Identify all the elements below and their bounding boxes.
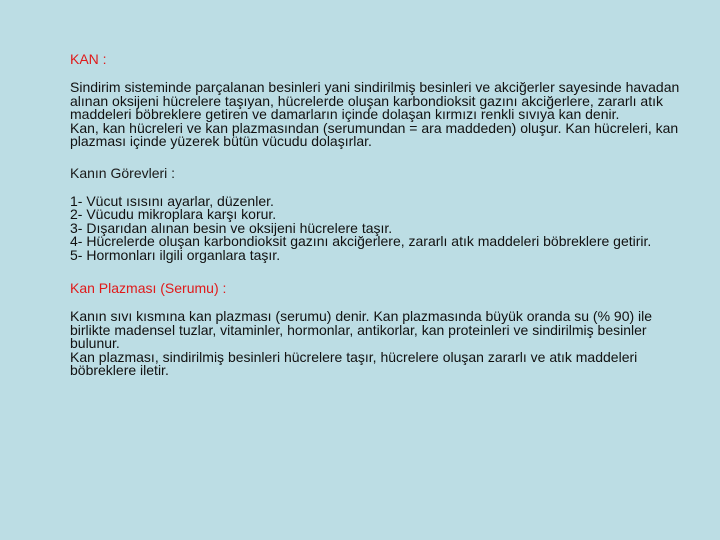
- spacer: [70, 149, 680, 164]
- list-item: 3- Dışarıdan alınan besin ve oksijeni hücrelere taşır.: [70, 219, 393, 236]
- kan-composition-paragraph: Kan, kan hücreleri ve kan plazmasından (serumundan = ara maddeden) oluşur. Kan hücreleri, kan plazması içinde yüzerek bütün vücudu dolaşırlar.: [70, 119, 679, 149]
- heading-kan-plazmasi: Kan Plazması (Serumu) :: [70, 280, 227, 296]
- list-item: 2- Vücudu mikroplara karşı korur.: [70, 206, 277, 222]
- plazma-function-paragraph: Kan plazması, sindirilmiş besinleri hücrelere taşır, hücrelere oluşan zararlı ve atık maddeleri böbreklere iletir.: [70, 348, 638, 378]
- spacer: [70, 262, 680, 279]
- list-item: 4- Hücrelerde oluşan karbondioksit gazını akciğerlere, zararlı atık maddeleri böbreklere getirir.: [70, 233, 652, 249]
- kan-definition-paragraph: Sindirim sisteminde parçalanan besinleri yani sindirilmiş besinleri ve akciğerler sayesinde havadan alınan oksijeni hücrelere taşıyan, hücrelerde oluşan karbondioksit gazını akciğerlere, zararlı atık maddeleri böbreklere getiren ve damarların içinde dolaşan kırmızı renkli sıvıya kan denir.: [70, 79, 680, 122]
- slide-content: [70, 50, 680, 378]
- plazma-definition-paragraph: Kanın sıvı kısmına kan plazması (serumu) denir. Kan plazmasında büyük oranda su (% 90) ile birlikte madensel tuzlar, vitaminler, hormonlar, antikorlar, kan proteinleri ve sindirilmiş besinler bulunur.: [70, 308, 653, 351]
- functions-list: [70, 192, 680, 263]
- list-item: 5- Hormonları ilgili organlara taşır.: [70, 246, 281, 263]
- heading-kanin-gorevleri: Kanın Görevleri :: [70, 164, 176, 181]
- list-item: 1- Vücut ısısını ayarlar, düzenler.: [70, 192, 274, 209]
- heading-kan: KAN :: [70, 51, 107, 67]
